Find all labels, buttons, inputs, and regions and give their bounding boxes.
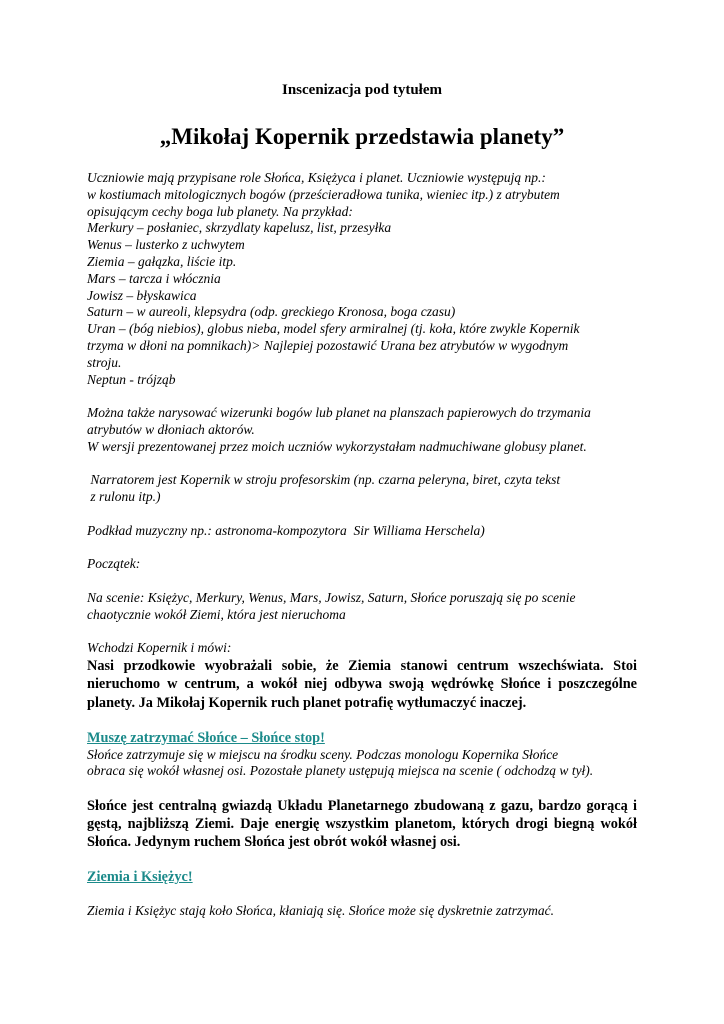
attribute-uranus-cont: stroju. [87, 354, 122, 370]
enter-direction: Wchodzi Kopernik i mówi: [87, 640, 232, 656]
cue-earth-moon-link[interactable]: Ziemia i Księżyc! [87, 869, 193, 886]
props-paragraph [87, 405, 637, 455]
document-subtitle: Inscenizacja pod tytułem [282, 82, 442, 98]
music-note: Podkład muzyczny np.: astronoma-kompozytora Sir Williama Herschela) [87, 522, 485, 538]
narrator-line: z rulonu itp.) [87, 489, 161, 505]
stage-direction-2: Ziemia i Księżyc stają koło Słońca, kłaniają się. Słońce może się dyskretnie zatrzymać. [87, 903, 555, 919]
scene-line: Na scenie: Księżyc, Merkury, Wenus, Mars, Jowisz, Saturn, Słońce poruszają się po scenie [87, 589, 576, 605]
stage-line: Słońce zatrzymuje się w miejscu na środku sceny. Podczas monologu Kopernika Słońce [87, 746, 559, 762]
stage-line: obraca się wokół własnej osi. Pozostałe planety ustępują miejsca na scenie ( odchodzą w tył). [87, 763, 594, 779]
attribute-uranus-cont: trzyma w dłoni na pomnikach)> Najlepiej pozostawić Urana bez atrybutów w wygodnym [87, 337, 569, 353]
scene-paragraph [87, 590, 637, 624]
props-line: atrybutów w dłoniach aktorów. [87, 421, 255, 437]
attribute-mars: Mars – tarcza i włócznia [87, 270, 221, 286]
document-title: „Mikołaj Kopernik przedstawia planety” [159, 124, 565, 149]
cue-sun-stop-link[interactable]: Muszę zatrzymać Słońce – Słońce stop! [87, 729, 325, 746]
speech-1: Nasi przodkowie wyobrażali sobie, że Ziemia stanowi centrum wszechświata. Stoi nieruchomo w centrum, a wokół niej odbywa swoją wędrówkę Słońce i poszczególne planety. Ja Mikołaj Kopernik ruch planet potrafię wytłumaczyć inaczej. [87, 658, 637, 711]
attribute-saturn: Saturn – w aureoli, klepsydra (odp. greckiego Kronosa, boga czasu) [87, 304, 456, 320]
intro-paragraph [87, 170, 637, 388]
intro-line: w kostiumach mitologicznych bogów (prześcieradłowa tunika, wieniec itp.) z atrybutem [87, 186, 560, 202]
props-line: Można także narysować wizerunki bogów lub planet na planszach papierowych do trzymania [87, 405, 591, 421]
attribute-uranus: Uran – (bóg niebios), globus nieba, model sfery armiralnej (tj. koła, które zwykle Kopernik [87, 321, 580, 337]
props-line: W wersji prezentowanej przez moich uczniów wykorzystałam nadmuchiwane globusy planet. [87, 438, 587, 454]
stage-direction-1 [87, 747, 637, 781]
speech-2: Słońce jest centralną gwiazdą Układu Planetarnego zbudowaną z gazu, bardzo gorącą i gęstą, najbliższą Ziemi. Daje energię wszystkim planetom, których drogi biegną wokół Słońca. Jedynym ruchem Słońca jest obrót wokół własnej osi. [87, 797, 637, 851]
narrator-paragraph [87, 472, 637, 506]
start-heading: Początek: [87, 556, 141, 572]
intro-line: Uczniowie mają przypisane role Słońca, Księżyca i planet. Uczniowie występują np.: [87, 170, 546, 185]
attribute-jupiter: Jowisz – błyskawica [87, 287, 197, 303]
attribute-venus: Wenus – lusterko z uchwytem [87, 237, 245, 253]
narrator-line: Narratorem jest Kopernik w stroju profesorskim (np. czarna peleryna, biret, czyta tekst [87, 472, 561, 488]
attribute-earth: Ziemia – gałązka, liście itp. [87, 253, 237, 269]
intro-line: opisującym cechy boga lub planety. Na przykład: [87, 203, 353, 219]
attribute-neptune: Neptun - trójząb [87, 371, 176, 387]
attribute-mercury: Merkury – posłaniec, skrzydlaty kapelusz, list, przesyłka [87, 220, 392, 236]
scene-line: chaotycznie wokół Ziemi, która jest nieruchoma [87, 606, 346, 622]
